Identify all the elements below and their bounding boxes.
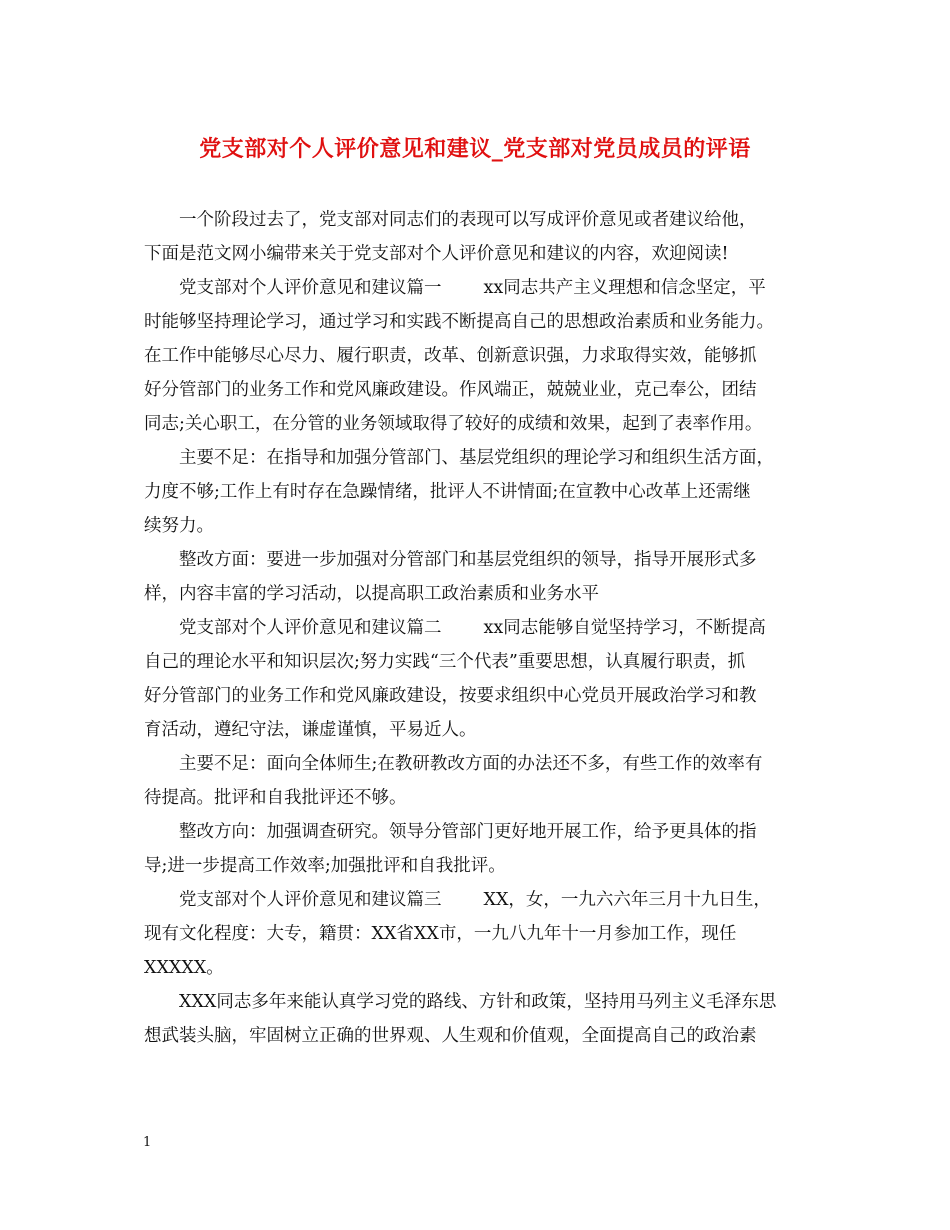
document-title: 党支部对个人评价意见和建议_党支部对党员成员的评语 [199, 137, 751, 162]
paragraph-section-1: 党支部对个人评价意见和建议篇一 xx同志共产主义理想和信念坚定，平 时能够坚持理论学习，通过学习和实践不断提高自己的思想政治素质和业务能力。 在工作中能够尽心尽力、履行职责，改革、创新意识强，力求取得实效，能够抓 好分管部门的业务工作和党风廉政建设。作风端正，兢兢业业，克己奉公，团结 同志;关心职工，在分管的业务领域取得了较好的成绩和效果，起到了表率作用。 [144, 278, 774, 434]
paragraph-section-3: 党支部对个人评价意见和建议篇三 XX，女，一九六六年三月十九日生， 现有文化程度：大专，籍贯：XX省XX市，一九八九年十一月参加工作，现任 XXXXX。 [144, 890, 771, 978]
document-body [144, 203, 814, 1053]
paragraph-rectification-2: 整改方向：加强调查研究。领导分管部门更好地开展工作，给予更具体的指 导;进一步提高工作效率;加强批评和自我批评。 [144, 822, 757, 876]
paragraph-rectification-1: 整改方面：要进一步加强对分管部门和基层党组织的领导，指导开展形式多 样，内容丰富的学习活动，以提高职工政治素质和业务水平 [144, 550, 757, 604]
paragraph-evaluation-3: XXX同志多年来能认真学习党的路线、方针和政策，坚持用马列主义毛泽东思 想武装头脑，牢固树立正确的世界观、人生观和价值观，全面提高自己的政治素 [144, 992, 777, 1046]
section-heading: 党支部对个人评价意见和建议篇一 [179, 278, 442, 298]
page-number: 1 [143, 1135, 152, 1150]
paragraph-section-2: 党支部对个人评价意见和建议篇二 xx同志能够自觉坚持学习，不断提高 自己的理论水平和知识层次;努力实践“三个代表”重要思想，认真履行职责，抓 好分管部门的业务工作和党风廉政建设，按要求组织中心党员开展政治学习和教 育活动，遵纪守法，谦虚谨慎，平易近人。 [144, 618, 766, 740]
paragraph-shortcomings-1: 主要不足：在指导和加强分管部门、基层党组织的理论学习和组织生活方面， 力度不够;工作上有时存在急躁情绪，批评人不讲情面;在宣教中心改革上还需继 续努力。 [144, 448, 774, 536]
paragraph-intro: 一个阶段过去了，党支部对同志们的表现可以写成评价意见或者建议给他， 下面是范文网小编带来关于党支部对个人评价意见和建议的内容，欢迎阅读! [144, 210, 757, 264]
section-heading: 党支部对个人评价意见和建议篇二 [179, 618, 442, 638]
section-heading: 党支部对个人评价意见和建议篇三 [179, 890, 442, 910]
paragraph-shortcomings-2: 主要不足：面向全体师生;在教研教改方面的办法还不多，有些工作的效率有 待提高。批评和自我批评还不够。 [144, 754, 763, 808]
